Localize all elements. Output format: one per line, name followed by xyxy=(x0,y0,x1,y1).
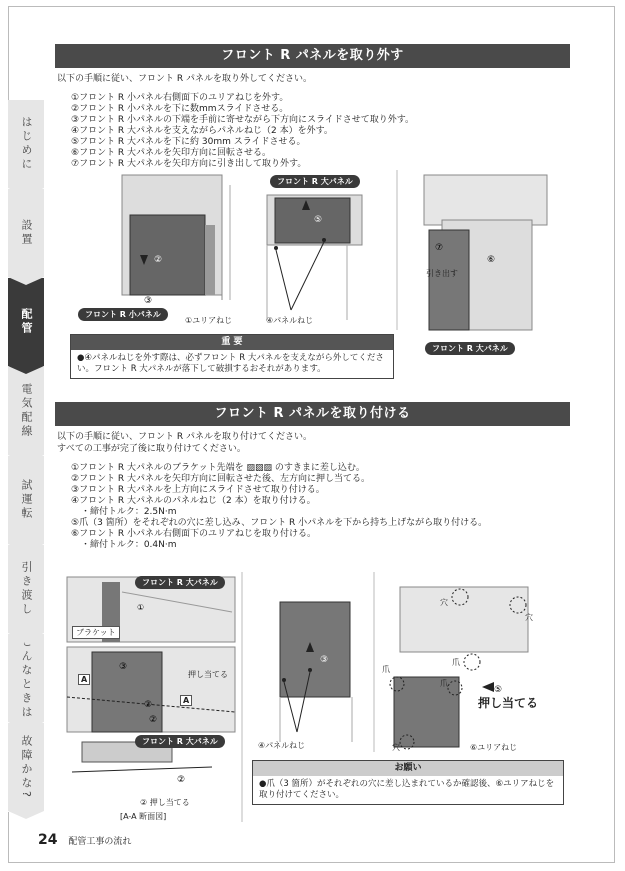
important-notice-text: ●④パネルねじを外す際は、必ずフロント R 大パネルを支えながら外してください。フロント R 大パネルが落下して破損するおそれがあります。 xyxy=(77,353,384,374)
label-large-panel-2: フロント R 大パネル xyxy=(425,342,515,355)
chapter-sidebar xyxy=(8,100,48,812)
attach-content xyxy=(55,402,570,551)
sidebar-tab-label: 引き渡し xyxy=(20,561,33,617)
remove-step: ⑦フロント R 大パネルを矢印方向に引き出して取り外す。 xyxy=(71,159,307,169)
label-attach-large-panel: フロント R 大パネル xyxy=(135,576,225,589)
svg-text:⑦: ⑦ xyxy=(435,243,444,253)
svg-text:⑤: ⑤ xyxy=(314,215,323,225)
sidebar-tab[interactable] xyxy=(8,634,44,723)
attach-intro-2: すべての工事が完了後に取り付けてください。 xyxy=(57,444,246,454)
label-push: 押し当てる xyxy=(188,670,228,679)
label-attach-large-panel-2: フロント R 大パネル xyxy=(135,735,225,748)
svg-text:②: ② xyxy=(144,700,153,710)
page-number: 24 xyxy=(38,832,58,848)
sidebar-tab-label: はじめに xyxy=(20,116,33,172)
svg-text:⑥: ⑥ xyxy=(487,255,496,265)
remove-step: ⑥フロント R 大パネルを矢印方向に回転させる。 xyxy=(71,148,272,158)
tab-arrow-shape xyxy=(8,544,44,552)
attach-intro xyxy=(57,431,570,455)
request-notice xyxy=(252,760,564,805)
important-notice xyxy=(70,334,394,379)
label-large-panel: フロント R 大パネル xyxy=(270,175,360,188)
sidebar-tab-label: 電気配線 xyxy=(20,383,33,439)
sidebar-tab-label: 試運転 xyxy=(20,479,33,521)
label-yuria-screw: ①ユリアねじ xyxy=(185,316,233,325)
attach-step: ⑥フロント R 小パネル右側面下のユリアねじを取り付ける。 xyxy=(71,529,317,539)
sidebar-tab[interactable] xyxy=(8,100,44,189)
important-notice-title: 重 要 xyxy=(71,335,393,350)
remove-step: ③フロント R 小パネルの下端を手前に寄せながら下方向にスライドさせて取り外す。 xyxy=(71,115,415,125)
tab-arrow-shape xyxy=(8,811,44,819)
request-notice-text: ●爪（3 箇所）がそれぞれの穴に差し込まれているか確認後、⑥ユリアねじを取り付けてください。 xyxy=(259,779,555,800)
label-push-big: 押し当てる xyxy=(478,696,539,710)
label-push-2: ② 押し当てる xyxy=(140,798,190,807)
section-title-remove: フロント R パネルを取り外す xyxy=(55,44,570,68)
remove-step: ⑤フロント R 大パネルを下に約 30mm スライドさせる。 xyxy=(71,137,306,147)
svg-text:⑤: ⑤ xyxy=(494,685,503,695)
remove-step: ④フロント R 大パネルを支えながらパネルねじ（2 本）を外す。 xyxy=(71,126,333,136)
attach-step-torque: ・締付トルク：2.5N·m xyxy=(81,507,177,517)
attach-step-torque: ・締付トルク：0.4N·m xyxy=(81,540,177,550)
label-panel-screw: ④パネルねじ xyxy=(266,316,314,325)
tab-arrow-shape xyxy=(8,455,44,463)
page-footer xyxy=(38,832,131,848)
sidebar-tab[interactable] xyxy=(8,189,44,278)
svg-text:①: ① xyxy=(137,603,145,612)
remove-intro: 以下の手順に従い、フロント R パネルを取り外してください。 xyxy=(57,74,312,84)
sidebar-tab[interactable] xyxy=(8,456,44,545)
tab-arrow-shape xyxy=(8,188,44,196)
attach-step: ①フロント R 大パネルのブラケット先端を ▨▨▨ のすきまに差し込む。 xyxy=(71,463,365,473)
svg-text:③: ③ xyxy=(144,296,153,306)
svg-text:②: ② xyxy=(149,715,158,725)
label-attach-panel-screw: ④パネルねじ xyxy=(258,741,306,750)
label-hole-1: 穴 xyxy=(440,598,448,607)
attach-intro-1: 以下の手順に従い、フロント R パネルを取り付けてください。 xyxy=(57,432,312,442)
tab-arrow-shape xyxy=(8,633,44,641)
label-section-view: [A-A 断面図] xyxy=(120,812,167,821)
label-hole-3: 穴 xyxy=(392,743,400,752)
sidebar-tab[interactable] xyxy=(8,278,44,367)
footer-title: 配管工事の流れ xyxy=(68,837,132,847)
svg-text:③: ③ xyxy=(119,662,128,672)
svg-text:②: ② xyxy=(154,255,163,265)
tab-arrow-shape xyxy=(8,722,44,730)
label-claw-2: 爪 xyxy=(382,665,390,674)
tab-arrow-shape xyxy=(8,366,44,374)
section-title-attach: フロント R パネルを取り付ける xyxy=(55,402,570,426)
label-pull-out: 引き出す xyxy=(426,269,458,278)
label-a-right: A xyxy=(180,695,192,706)
sidebar-tab-label: 故障かな? xyxy=(20,734,33,800)
remove-step: ①フロント R 小パネル右側面下のユリアねじを外す。 xyxy=(71,93,289,103)
sidebar-tab[interactable] xyxy=(8,545,44,634)
sidebar-tab[interactable] xyxy=(8,367,44,456)
remove-steps xyxy=(71,93,570,170)
attach-steps xyxy=(71,463,570,551)
sidebar-tab[interactable] xyxy=(8,723,44,812)
attach-step: ④フロント R 大パネルのパネルねじ（2 本）を取り付ける。 xyxy=(71,496,316,506)
attach-step: ③フロント R 大パネルを上方向にスライドさせて取り付ける。 xyxy=(71,485,325,495)
sidebar-tab-label: こんなときは xyxy=(20,636,33,720)
attach-step: ⑤爪（3 箇所）をそれぞれの穴に差し込み、フロント R 小パネルを下から持ち上げながら取り付ける。 xyxy=(71,518,488,528)
svg-text:③: ③ xyxy=(320,655,329,665)
main-content xyxy=(55,44,570,170)
request-notice-title: お願い xyxy=(253,761,563,776)
label-claw-3: 爪 xyxy=(440,679,448,688)
label-hole-2: 穴 xyxy=(525,613,533,622)
label-attach-yuria: ⑥ユリアねじ xyxy=(470,743,518,752)
label-bracket: ブラケット xyxy=(72,626,120,639)
label-claw-1: 爪 xyxy=(452,658,460,667)
svg-text:②: ② xyxy=(177,775,186,785)
remove-step: ②フロント R 小パネルを下に数mmスライドさせる。 xyxy=(71,104,289,114)
tab-arrow-shape xyxy=(8,277,44,285)
sidebar-tab-label: 設置 xyxy=(20,219,33,247)
attach-step: ②フロント R 大パネルを矢印方向に回転させた後、左方向に押し当てる。 xyxy=(71,474,371,484)
sidebar-tab-label: 配管 xyxy=(20,308,33,336)
label-small-panel: フロント R 小パネル xyxy=(78,308,168,321)
label-a-left: A xyxy=(78,674,90,685)
